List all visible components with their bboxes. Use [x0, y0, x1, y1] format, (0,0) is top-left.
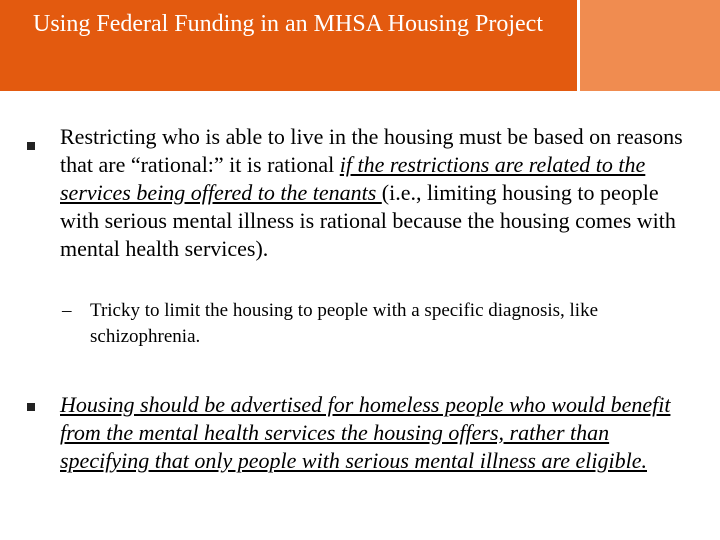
bullet-1-emphasis: if the restrictions are related to the services being offered to the tenants — [60, 152, 646, 205]
sub-bullet-text: Tricky to limit the housing to people with a specific diagnosis, like schizophrenia. — [90, 300, 599, 347]
square-bullet-icon — [27, 142, 35, 150]
slide-title: Using Federal Funding in an MHSA Housing Project — [33, 11, 543, 37]
square-bullet-icon — [27, 403, 35, 411]
bullet-1-text — [60, 123, 685, 263]
sub-bullet-dash: – — [62, 300, 72, 321]
bullet-1-plain: Restricting who is able to live in the housing must be based on reasons that are “rational:” it is rational — [60, 124, 683, 177]
bullet-1-plain-end: (i.e., limiting housing to people with serious mental illness is rational because the housing comes with mental health services). — [60, 180, 676, 261]
bullet-2-text: Housing should be advertised for homeless people who would benefit from the mental health services the housing offers, rather than specifying that only people with serious mental illness are eligible. — [60, 392, 671, 473]
